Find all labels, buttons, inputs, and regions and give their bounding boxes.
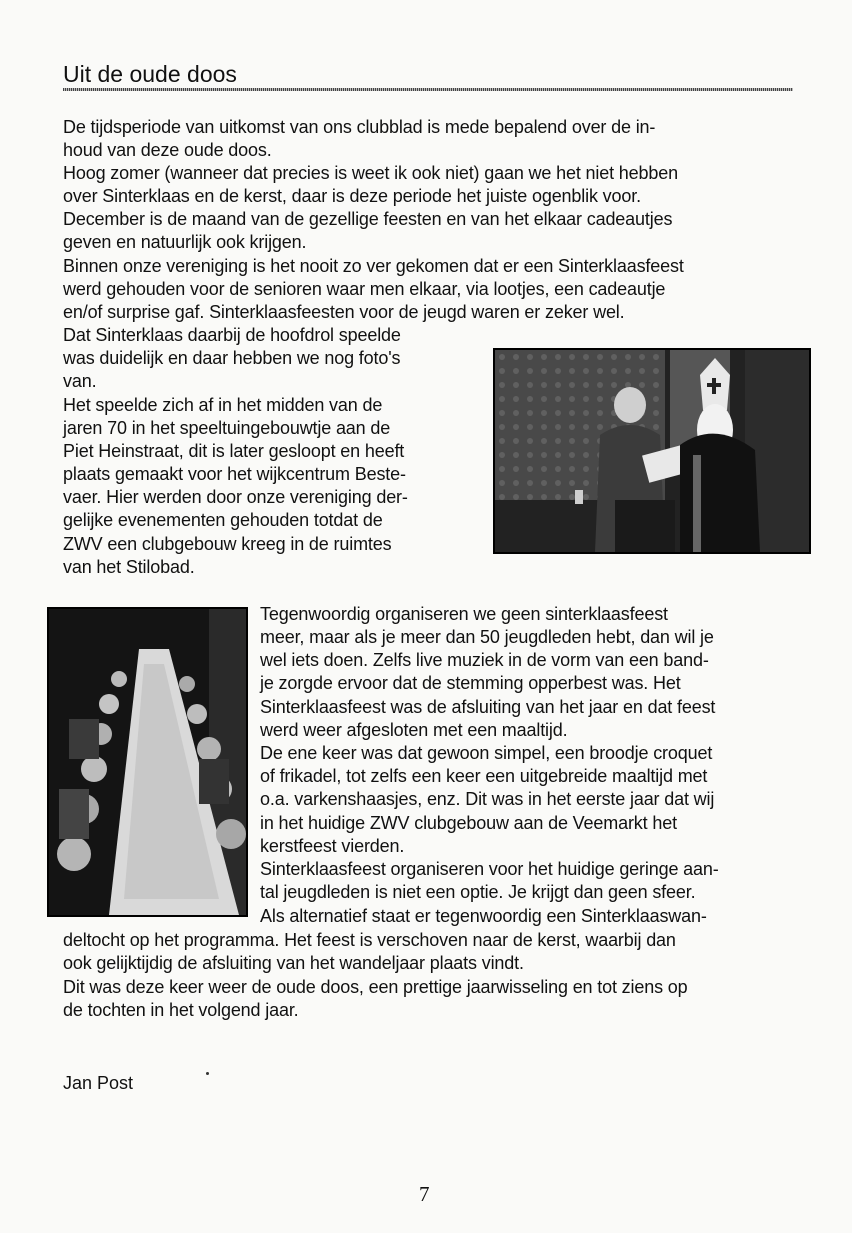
body-line: van. [63,371,97,391]
body-line: de tochten in het volgend jaar. [63,1000,299,1020]
body-line: Binnen onze vereniging is het nooit zo ver gekomen dat er een Sinterklaasfeest [63,256,684,276]
body-line: Als alternatief staat er tegenwoordig een Sinterklaaswan- [260,906,707,926]
speck [206,1072,209,1075]
body-line: houd van deze oude doos. [63,140,272,160]
body-line: Dit was deze keer weer de oude doos, een prettige jaarwisseling en tot ziens op [63,977,688,997]
body-line: plaats gemaakt voor het wijkcentrum Beste- [63,464,406,484]
body-line: o.a. varkenshaasjes, enz. Dit was in het eerste jaar dat wij [260,789,715,809]
body-line: tal jeugdleden is niet een optie. Je krijgt dan geen sfeer. [260,882,696,902]
body-line: in het huidige ZWV clubgebouw aan de Veemarkt het [260,813,677,833]
body-line: over Sinterklaas en de kerst, daar is deze periode het juiste ogenblik voor. [63,186,641,206]
party-table-photo [47,607,248,917]
body-line: vaer. Hier werden door onze vereniging der- [63,487,408,507]
body-line: je zorgde ervoor dat de stemming opperbest was. Het [260,673,681,693]
body-line: van het Stilobad. [63,557,195,577]
body-line: Sinterklaasfeest organiseren voor het huidige geringe aan- [260,859,719,879]
body-line: meer, maar als je meer dan 50 jeugdleden hebt, dan wil je [260,627,714,647]
body-line: Tegenwoordig organiseren we geen sinterklaasfeest [260,604,668,624]
body-line: jaren 70 in het speeltuingebouwtje aan de [63,418,391,438]
body-line: of frikadel, tot zelfs een keer een uitgebreide maaltijd met [260,766,708,786]
body-line: en/of surprise gaf. Sinterklaasfeesten voor de jeugd waren er zeker wel. [63,302,625,322]
article-title: Uit de oude doos [63,61,237,87]
body-line: ook gelijktijdig de afsluiting van het wandeljaar plaats vindt. [63,953,524,973]
sinterklaas-photo [493,348,811,554]
party-table-photo-image [49,609,246,915]
author-signature: Jan Post [63,1073,134,1093]
body-line: Piet Heinstraat, dit is later gesloopt en heeft [63,441,405,461]
title-underline [63,88,793,91]
body-line: Dat Sinterklaas daarbij de hoofdrol speelde [63,325,401,345]
body-line: wel iets doen. Zelfs live muziek in de vorm van een band- [260,650,709,670]
body-line: ZWV een clubgebouw kreeg in de ruimtes [63,534,392,554]
page-number: 7 [419,1182,430,1206]
body-line: De ene keer was dat gewoon simpel, een broodje croquet [260,743,713,763]
sinterklaas-photo-image [495,350,809,552]
body-line: Sinterklaasfeest was de afsluiting van het jaar en dat feest [260,697,716,717]
body-line: kerstfeest vierden. [260,836,405,856]
body-line: Het speelde zich af in het midden van de [63,395,383,415]
body-line: De tijdsperiode van uitkomst van ons clubblad is mede bepalend over de in- [63,117,656,137]
body-line: deltocht op het programma. Het feest is verschoven naar de kerst, waarbij dan [63,930,676,950]
body-line: December is de maand van de gezellige feesten en van het elkaar cadeautjes [63,209,673,229]
body-line: gelijke evenementen gehouden totdat de [63,510,383,530]
body-line: werd gehouden voor de senioren waar men elkaar, via lootjes, een cadeautje [63,279,666,299]
body-line: geven en natuurlijk ook krijgen. [63,232,307,252]
body-line: werd weer afgesloten met een maaltijd. [260,720,568,740]
body-line: Hoog zomer (wanneer dat precies is weet ik ook niet) gaan we het niet hebben [63,163,678,183]
body-line: was duidelijk en daar hebben we nog foto's [63,348,401,368]
